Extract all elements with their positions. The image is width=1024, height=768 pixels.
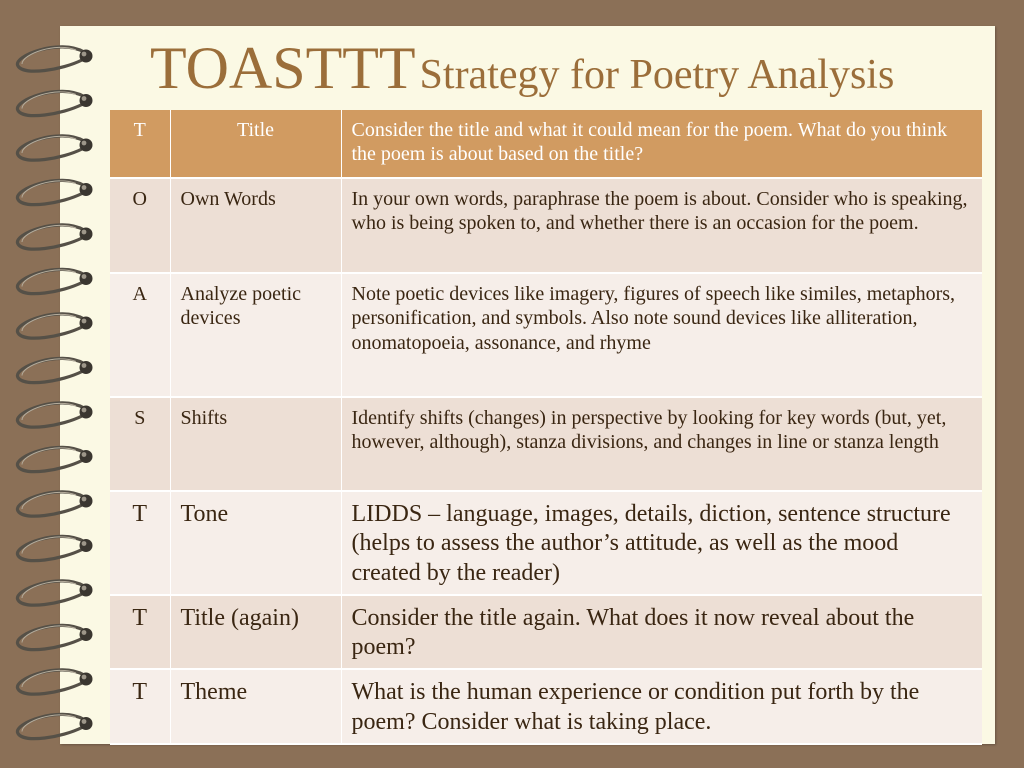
row-step: Own Words bbox=[170, 178, 341, 273]
binding-hole-shine bbox=[82, 497, 87, 502]
binding-ring bbox=[17, 447, 84, 471]
binding-hole bbox=[80, 94, 93, 107]
binding-hole bbox=[80, 183, 93, 196]
row-description: Identify shifts (changes) in perspective by looking for key words (but, yet, however, although), stanza divisions, and changes in line or stanza length bbox=[341, 397, 982, 491]
binding-ring bbox=[17, 670, 84, 694]
spiral-binding bbox=[0, 0, 110, 768]
row-step: Analyze poetic devices bbox=[170, 273, 341, 397]
binding-hole-shine bbox=[82, 363, 87, 368]
ring-highlight bbox=[22, 314, 76, 331]
binding-hole-shine bbox=[82, 141, 87, 146]
binding-ring bbox=[17, 180, 84, 204]
binding-ring bbox=[17, 403, 84, 427]
row-letter: O bbox=[110, 178, 170, 273]
binding-hole bbox=[80, 272, 93, 285]
row-step: Shifts bbox=[170, 397, 341, 491]
ring-highlight bbox=[22, 670, 76, 687]
binding-hole bbox=[80, 317, 93, 330]
row-letter: T bbox=[110, 110, 170, 178]
binding-hole bbox=[80, 539, 93, 552]
table-row bbox=[110, 397, 982, 491]
ring-highlight bbox=[22, 715, 76, 732]
binding-hole-shine bbox=[82, 630, 87, 635]
table-row bbox=[110, 178, 982, 273]
ring-highlight bbox=[22, 225, 76, 242]
row-description: Consider the title again. What does it now reveal about the poem? bbox=[341, 595, 982, 670]
ring-highlight bbox=[22, 626, 76, 643]
binding-hole bbox=[80, 228, 93, 241]
binding-hole bbox=[80, 361, 93, 374]
binding-hole bbox=[80, 673, 93, 686]
table-row bbox=[110, 110, 982, 178]
binding-ring bbox=[17, 492, 84, 516]
binding-hole bbox=[80, 50, 93, 63]
binding-ring bbox=[17, 536, 84, 560]
ring-highlight bbox=[22, 359, 76, 376]
binding-ring bbox=[17, 225, 84, 249]
binding-hole-shine bbox=[82, 541, 87, 546]
table-row bbox=[110, 595, 982, 670]
table-row bbox=[110, 491, 982, 595]
binding-ring bbox=[17, 269, 84, 293]
binding-hole-shine bbox=[82, 96, 87, 101]
binding-hole bbox=[80, 139, 93, 152]
binding-hole-shine bbox=[82, 452, 87, 457]
row-description: Note poetic devices like imagery, figures of speech like similes, metaphors, personification, and symbols. Also note sound devices like alliteration, onomatopoeia, assonance, and rhyme bbox=[341, 273, 982, 397]
binding-ring bbox=[17, 47, 84, 71]
row-letter: S bbox=[110, 397, 170, 491]
row-description: In your own words, paraphrase the poem is about. Consider who is speaking, who is being spoken to, and whether there is an occasion for the poem. bbox=[341, 178, 982, 273]
binding-hole-shine bbox=[82, 52, 87, 57]
ring-highlight bbox=[22, 537, 76, 554]
title-acronym: TOASTTT bbox=[150, 35, 416, 101]
binding-hole bbox=[80, 584, 93, 597]
binding-hole-shine bbox=[82, 319, 87, 324]
binding-hole-shine bbox=[82, 586, 87, 591]
table-row bbox=[110, 273, 982, 397]
ring-highlight bbox=[22, 403, 76, 420]
table-row bbox=[110, 669, 982, 744]
binding-hole bbox=[80, 628, 93, 641]
binding-ring bbox=[17, 358, 84, 382]
ring-highlight bbox=[22, 181, 76, 198]
ring-highlight bbox=[22, 581, 76, 598]
ring-highlight bbox=[22, 448, 76, 465]
row-step: Title (again) bbox=[170, 595, 341, 670]
row-step: Theme bbox=[170, 669, 341, 744]
binding-hole-shine bbox=[82, 675, 87, 680]
ring-highlight bbox=[22, 492, 76, 509]
row-step: Tone bbox=[170, 491, 341, 595]
binding-ring bbox=[17, 581, 84, 605]
binding-ring bbox=[17, 714, 84, 738]
binding-ring bbox=[17, 314, 84, 338]
binding-ring bbox=[17, 625, 84, 649]
binding-hole bbox=[80, 717, 93, 730]
binding-hole-shine bbox=[82, 274, 87, 279]
binding-hole-shine bbox=[82, 230, 87, 235]
binding-hole bbox=[80, 406, 93, 419]
binding-hole-shine bbox=[82, 408, 87, 413]
binding-hole bbox=[80, 450, 93, 463]
ring-highlight bbox=[22, 47, 76, 64]
toasttt-table bbox=[110, 110, 982, 745]
row-letter: T bbox=[110, 669, 170, 744]
page-title bbox=[150, 34, 990, 104]
row-step: Title bbox=[170, 110, 341, 178]
row-letter: A bbox=[110, 273, 170, 397]
title-subtitle: Strategy for Poetry Analysis bbox=[419, 52, 895, 98]
binding-hole-shine bbox=[82, 185, 87, 190]
binding-ring bbox=[17, 91, 84, 115]
row-description: LIDDS – language, images, details, diction, sentence structure (helps to assess the author’s attitude, as well as the mood created by the reader) bbox=[341, 491, 982, 595]
row-description: Consider the title and what it could mean for the poem. What do you think the poem is about based on the title? bbox=[341, 110, 982, 178]
row-letter: T bbox=[110, 491, 170, 595]
ring-highlight bbox=[22, 92, 76, 109]
ring-highlight bbox=[22, 136, 76, 153]
binding-hole bbox=[80, 495, 93, 508]
ring-highlight bbox=[22, 270, 76, 287]
binding-hole-shine bbox=[82, 719, 87, 724]
binding-ring bbox=[17, 136, 84, 160]
row-description: What is the human experience or condition put forth by the poem? Consider what is taking place. bbox=[341, 669, 982, 744]
row-letter: T bbox=[110, 595, 170, 670]
